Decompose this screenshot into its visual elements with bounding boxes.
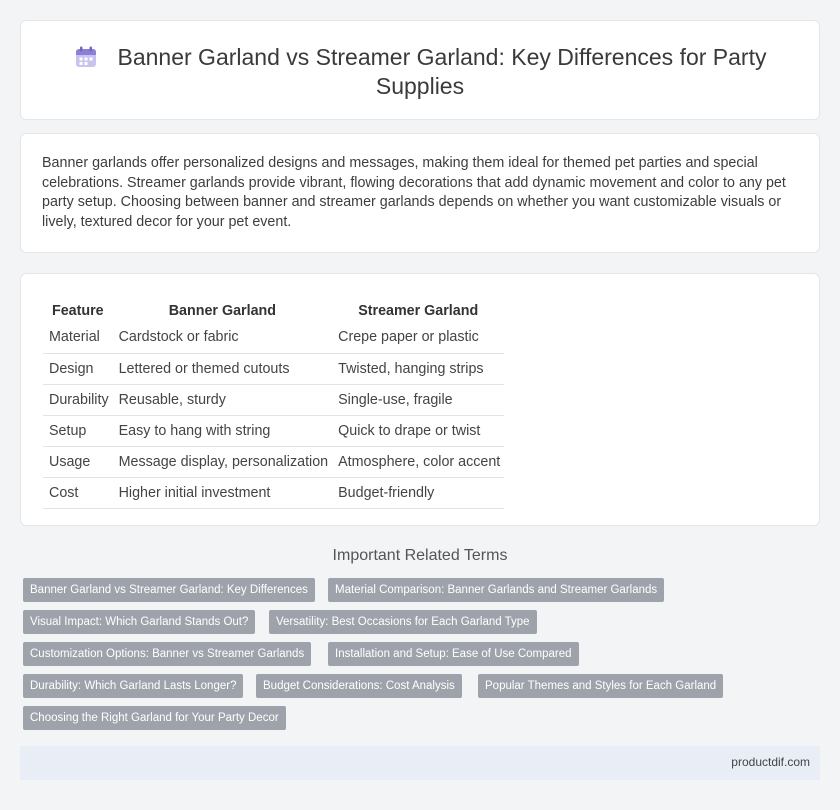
related-term-tag[interactable]: Durability: Which Garland Lasts Longer?	[23, 674, 243, 698]
table-cell: Twisted, hanging strips	[332, 353, 504, 384]
page-title: Banner Garland vs Streamer Garland: Key Differences for Party Supplies	[117, 44, 767, 99]
table-cell: Quick to drape or twist	[332, 415, 504, 446]
table-cell: Atmosphere, color accent	[332, 446, 504, 477]
table-row	[43, 415, 504, 446]
table-cell: Crepe paper or plastic	[332, 322, 504, 353]
related-terms-heading: Important Related Terms	[332, 547, 508, 564]
comparison-table	[43, 294, 504, 509]
related-term-tag[interactable]: Banner Garland vs Streamer Garland: Key Differences	[23, 578, 315, 602]
table-cell: Reusable, sturdy	[113, 384, 333, 415]
header-card	[20, 20, 820, 120]
title-row	[21, 43, 819, 101]
intro-card	[20, 133, 820, 253]
table-header-row	[43, 294, 504, 322]
column-header: Streamer Garland	[358, 303, 479, 319]
table-cell: Message display, personalization	[113, 446, 333, 477]
related-term-tag[interactable]: Budget Considerations: Cost Analysis	[256, 674, 462, 698]
related-term-tag[interactable]: Material Comparison: Banner Garlands and Streamer Garlands	[328, 578, 664, 602]
table-cell: Setup	[43, 415, 113, 446]
table-cell: Budget-friendly	[332, 477, 504, 508]
table-cell: Cost	[43, 477, 113, 508]
calendar-icon	[74, 45, 98, 69]
intro-paragraph: Banner garlands offer personalized designs and messages, making them ideal for themed pet parties and special celebrations. Streamer garlands provide vibrant, flowing decorations that add dynamic movement and color to any pet party setup. Choosing between banner and streamer garlands depends on whether you want customizable visuals or lively, textured decor for your pet event.	[42, 155, 786, 230]
related-term-tag[interactable]: Visual Impact: Which Garland Stands Out?	[23, 610, 255, 634]
table-row	[43, 353, 504, 384]
footer	[20, 746, 820, 780]
table-row	[43, 477, 504, 508]
table-row	[43, 446, 504, 477]
footer-brand[interactable]: productdif.com	[731, 755, 810, 769]
comparison-card	[20, 273, 820, 526]
table-row	[43, 322, 504, 353]
table-cell: Usage	[43, 446, 113, 477]
table-cell: Higher initial investment	[113, 477, 333, 508]
table-cell: Durability	[43, 384, 113, 415]
table-cell: Design	[43, 353, 113, 384]
table-cell: Material	[43, 322, 113, 353]
table-cell: Lettered or themed cutouts	[113, 353, 333, 384]
table-cell: Easy to hang with string	[113, 415, 333, 446]
related-term-tag[interactable]: Popular Themes and Styles for Each Garland	[478, 674, 723, 698]
related-term-tag[interactable]: Customization Options: Banner vs Streamer Garlands	[23, 642, 311, 666]
table-row	[43, 384, 504, 415]
table-cell: Cardstock or fabric	[113, 322, 333, 353]
related-term-tag[interactable]: Versatility: Best Occasions for Each Garland Type	[269, 610, 537, 634]
column-header: Feature	[51, 303, 104, 319]
related-term-tag[interactable]: Choosing the Right Garland for Your Party Decor	[23, 706, 286, 730]
related-term-tag[interactable]: Installation and Setup: Ease of Use Compared	[328, 642, 579, 666]
table-cell: Single-use, fragile	[332, 384, 504, 415]
column-header: Banner Garland	[168, 303, 276, 319]
